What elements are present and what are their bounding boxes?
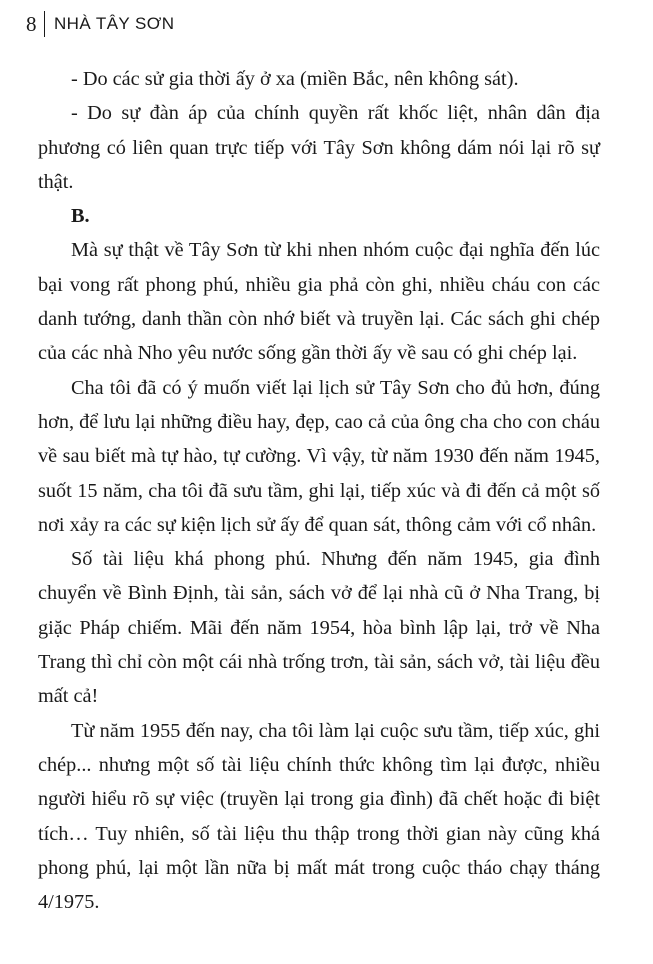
page-number: 8 [26,12,37,36]
body-text [38,62,600,919]
section-heading: B. [71,205,90,228]
paragraph-2: - Do sự đàn áp của chính quyền rất khốc liệt, nhân dân địa phương có liên quan trực tiếp với Tây Sơn không dám nói lại rõ sự thật. [38,102,600,193]
header-divider [44,11,46,37]
paragraph-3: Mà sự thật về Tây Sơn từ khi nhen nhóm cuộc đại nghĩa đến lúc bại vong rất phong phú, nhiều gia phả còn ghi, nhiều cháu con các danh tướng, danh thần còn nhớ biết và truyền lại. Các sách ghi chép của các nhà Nho yêu nước sống gần thời ấy về sau có ghi chép lại. [38,239,600,365]
page-header [26,10,174,38]
paragraph-5: Số tài liệu khá phong phú. Nhưng đến năm 1945, gia đình chuyển về Bình Định, tài sản, sách vở để lại nhà cũ ở Nha Trang, bị giặc Pháp chiếm. Mãi đến năm 1954, hòa bình lập lại, trở về Nha Trang thì chỉ còn một cái nhà trống trơn, tài sản, sách vở, tài liệu đều mất cả! [38,548,600,708]
paragraph-6: Từ năm 1955 đến nay, cha tôi làm lại cuộc sưu tầm, tiếp xúc, ghi chép... nhưng một số tài liệu chính thức không tìm lại được, nhiều người hiểu rõ sự việc (truyền lại trong gia đình) đã chết hoặc đi biệt tích… Tuy nhiên, số tài liệu thu thập trong thời gian này cũng khá phong phú, lại một lần nữa bị mất mát trong cuộc tháo chạy tháng 4/1975. [38,719,600,914]
paragraph-4: Cha tôi đã có ý muốn viết lại lịch sử Tây Sơn cho đủ hơn, đúng hơn, để lưu lại những điều hay, đẹp, cao cả của ông cha cho con cháu về sau biết mà tự hào, tự cường. Vì vậy, từ năm 1930 đến năm 1945, suốt 15 năm, cha tôi đã sưu tầm, ghi lại, tiếp xúc và đi đến cả một số nơi xảy ra các sự kiện lịch sử ấy để quan sát, thông cảm với cổ nhân. [38,376,600,536]
running-title: NHÀ TÂY SƠN [54,14,175,33]
paragraph-1: - Do các sử gia thời ấy ở xa (miền Bắc, nên không sát). [71,68,519,90]
